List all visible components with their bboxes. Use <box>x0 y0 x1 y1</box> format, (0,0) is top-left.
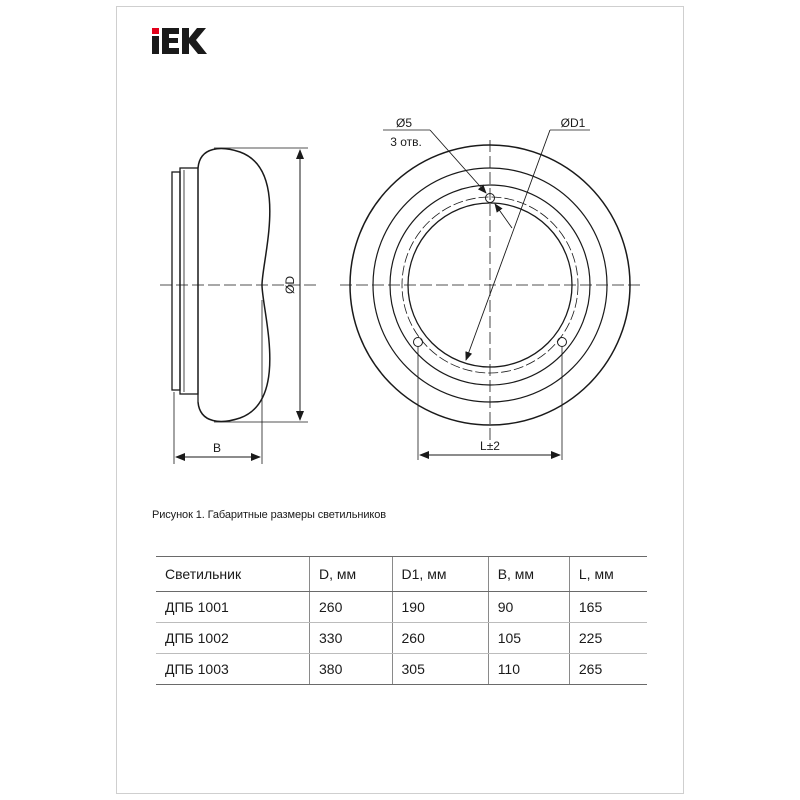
table-cell: 90 <box>488 592 569 623</box>
table-cell: 260 <box>392 623 488 654</box>
column-header: D1, мм <box>392 557 488 592</box>
table-cell: 225 <box>569 623 647 654</box>
hole-count-label: 3 отв. <box>390 135 422 149</box>
front-view <box>340 130 640 460</box>
table-cell: 330 <box>310 623 393 654</box>
table-cell: 105 <box>488 623 569 654</box>
column-header: Светильник <box>156 557 310 592</box>
table-cell: ДПБ 1003 <box>156 654 310 685</box>
table-cell: 265 <box>569 654 647 685</box>
table-row <box>156 592 647 623</box>
hole-size-label: Ø5 <box>395 116 413 130</box>
figure-caption: Рисунок 1. Габаритные размеры светильников <box>152 509 386 521</box>
table-header-row <box>156 557 647 592</box>
side-width-label: B <box>212 441 222 455</box>
side-height-label: ØD <box>283 276 297 294</box>
table-cell: 165 <box>569 592 647 623</box>
table-cell: 110 <box>488 654 569 685</box>
table-row <box>156 623 647 654</box>
span-label: L±2 <box>480 439 500 453</box>
table-cell: 260 <box>310 592 393 623</box>
inner-diameter-label: ØD1 <box>560 116 586 130</box>
column-header: D, мм <box>310 557 393 592</box>
table-cell: 190 <box>392 592 488 623</box>
column-header: B, мм <box>488 557 569 592</box>
dimensions-table <box>156 556 647 685</box>
table-cell: ДПБ 1002 <box>156 623 310 654</box>
table-cell: 305 <box>392 654 488 685</box>
table-cell: ДПБ 1001 <box>156 592 310 623</box>
table-cell: 380 <box>310 654 393 685</box>
table-row <box>156 654 647 685</box>
column-header: L, мм <box>569 557 647 592</box>
side-view <box>160 148 320 464</box>
